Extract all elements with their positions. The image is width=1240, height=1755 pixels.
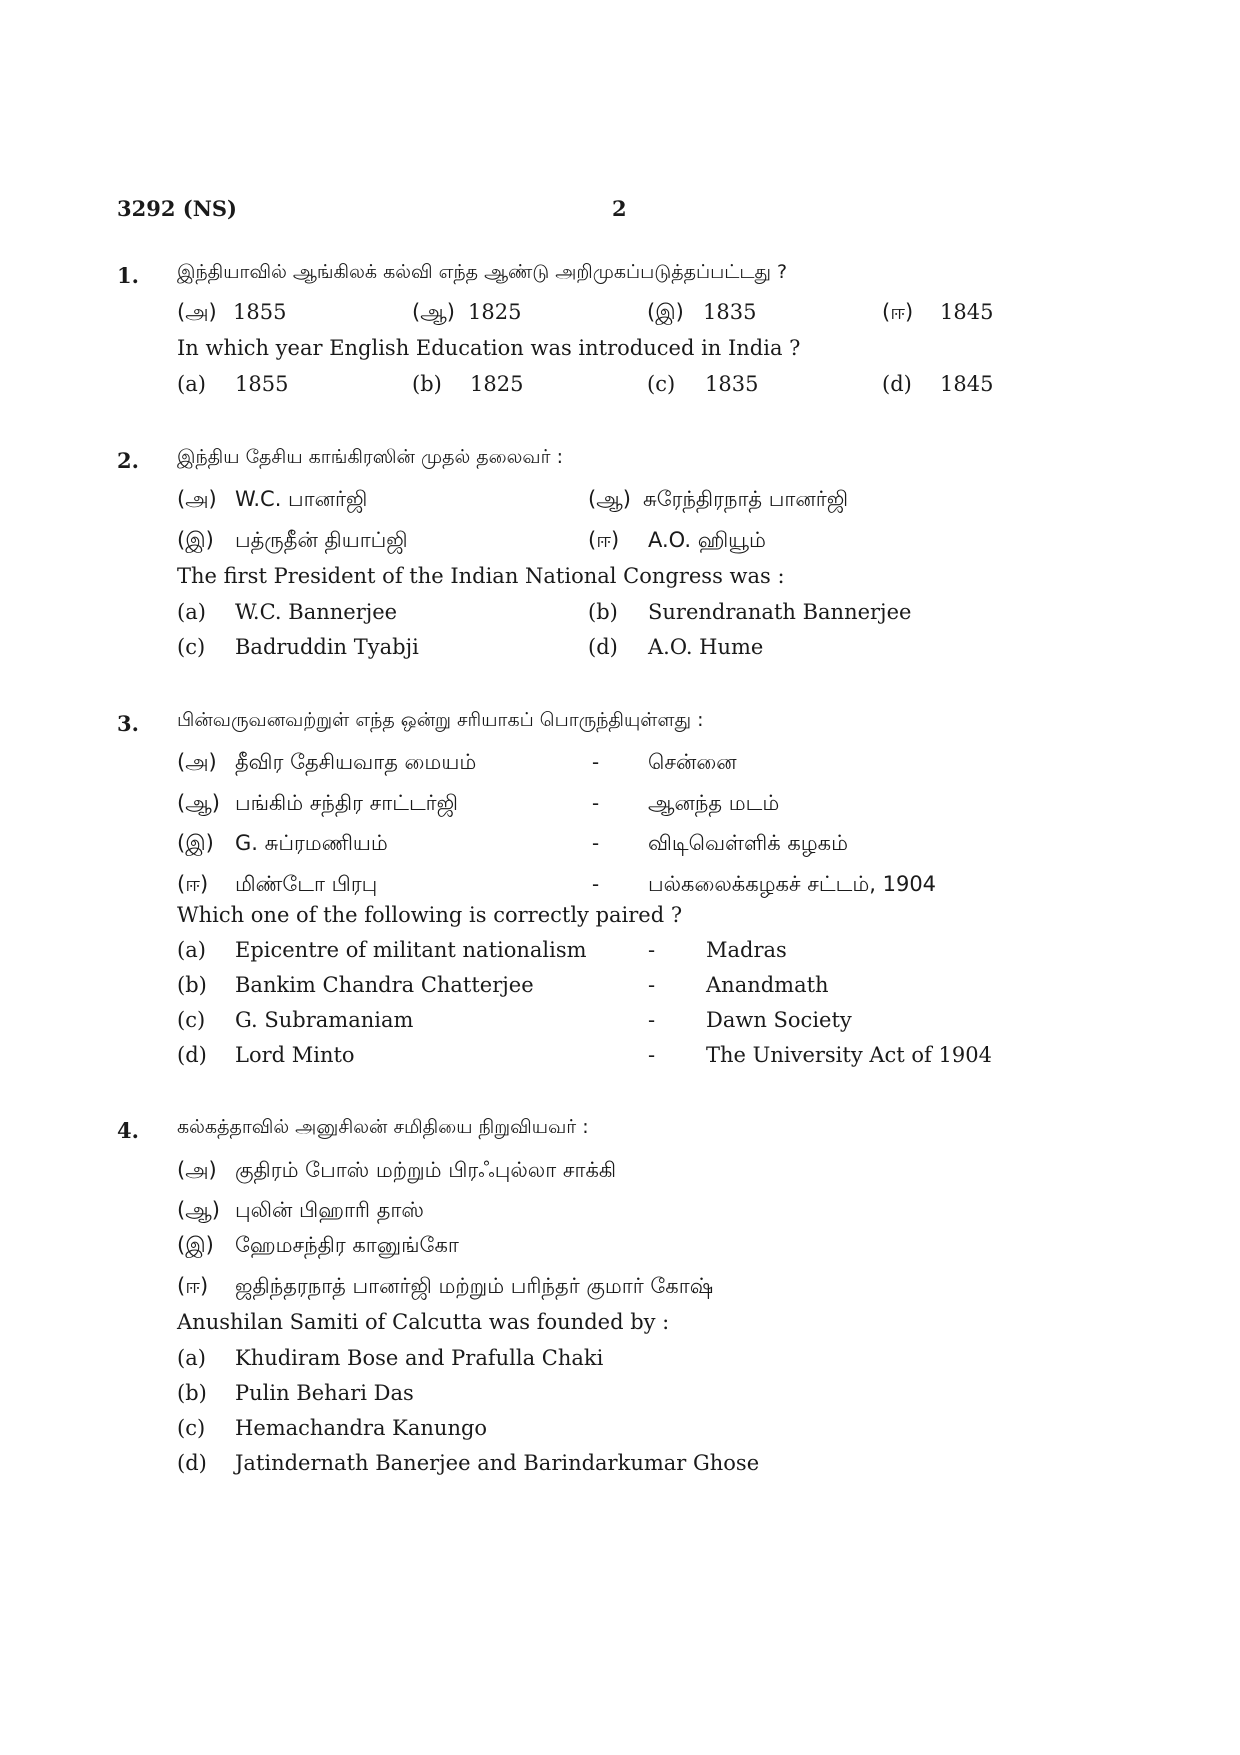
option-text: Badruddin Tyabji bbox=[235, 635, 419, 659]
pair-right: ஆனந்த மடம் bbox=[648, 791, 780, 815]
pair-left: தீவிர தேசியவாத மையம் bbox=[235, 750, 477, 774]
pair-right: சென்னை bbox=[648, 750, 737, 774]
option-text: புலின் பிஹாரி தாஸ் bbox=[235, 1198, 424, 1222]
option-text: 1835 bbox=[703, 300, 757, 324]
pair-dash: - bbox=[648, 1043, 656, 1067]
option-text: 1845 bbox=[940, 372, 994, 396]
pair-label: (அ) bbox=[177, 750, 217, 774]
option-text: 1845 bbox=[940, 300, 994, 324]
tamil-question: கல்கத்தாவில் அனுசிலன் சமிதியை நிறுவியவர் : bbox=[177, 1116, 589, 1138]
pair-label: (இ) bbox=[177, 831, 214, 855]
option-text: ஜதிந்தரநாத் பானர்ஜி மற்றும் பரிந்தர் குமார் கோஷ் bbox=[235, 1274, 714, 1298]
pair-right: Anandmath bbox=[706, 973, 829, 997]
option-label: (b) bbox=[412, 372, 442, 396]
option-text: 1835 bbox=[705, 372, 759, 396]
question-number: 4. bbox=[117, 1118, 139, 1143]
pair-label: (ஈ) bbox=[177, 872, 209, 896]
option-text: 1855 bbox=[235, 372, 289, 396]
option-label: (a) bbox=[177, 372, 206, 396]
tamil-question: பின்வருவனவற்றுள் எந்த ஒன்று சரியாகப் பொருந்தியுள்ளது : bbox=[177, 709, 704, 731]
english-question: Anushilan Samiti of Calcutta was founded by : bbox=[177, 1310, 670, 1334]
english-question: In which year English Education was introduced in India ? bbox=[177, 336, 801, 360]
option-text: Hemachandra Kanungo bbox=[235, 1416, 488, 1440]
question-number: 2. bbox=[117, 448, 139, 473]
page-number: 2 bbox=[612, 196, 627, 221]
option-text: A.O. ஹியூம் bbox=[648, 528, 766, 552]
pair-dash: - bbox=[592, 831, 600, 855]
option-text: Jatindernath Banerjee and Barindarkumar Ghose bbox=[235, 1451, 760, 1475]
option-text: Surendranath Bannerjee bbox=[648, 600, 912, 624]
option-label: (d) bbox=[588, 635, 618, 659]
option-label: (ஆ) bbox=[177, 1198, 220, 1222]
pair-right: பல்கலைக்கழகச் சட்டம், 1904 bbox=[648, 872, 937, 896]
option-text: Khudiram Bose and Prafulla Chaki bbox=[235, 1346, 604, 1370]
pair-label: (ஆ) bbox=[177, 791, 220, 815]
option-label: (அ) bbox=[177, 1158, 217, 1182]
option-text: Pulin Behari Das bbox=[235, 1381, 414, 1405]
pair-dash: - bbox=[648, 973, 656, 997]
option-text: பத்ருதீன் தியாப்ஜி bbox=[235, 528, 408, 552]
option-label: (இ) bbox=[177, 1233, 214, 1257]
option-label: (ஈ) bbox=[177, 1274, 209, 1298]
option-text: 1825 bbox=[470, 372, 524, 396]
pair-right: The University Act of 1904 bbox=[706, 1043, 992, 1067]
option-label: (ஈ) bbox=[882, 300, 914, 324]
pair-dash: - bbox=[648, 1008, 656, 1032]
option-text: W.C. Bannerjee bbox=[235, 600, 398, 624]
option-label: (c) bbox=[177, 1416, 206, 1440]
option-label: (ஆ) bbox=[588, 487, 631, 511]
option-label: (a) bbox=[177, 1346, 206, 1370]
pair-left: பங்கிம் சந்திர சாட்டர்ஜி bbox=[235, 791, 458, 815]
option-label: (அ) bbox=[177, 300, 217, 324]
option-label: (d) bbox=[177, 1451, 207, 1475]
option-label: (c) bbox=[647, 372, 676, 396]
pair-right: Dawn Society bbox=[706, 1008, 852, 1032]
option-label: (a) bbox=[177, 600, 206, 624]
option-label: (c) bbox=[177, 635, 206, 659]
pair-left: Lord Minto bbox=[235, 1043, 355, 1067]
option-label: (அ) bbox=[177, 487, 217, 511]
pair-dash: - bbox=[592, 872, 600, 896]
pair-right: விடிவெள்ளிக் கழகம் bbox=[648, 831, 848, 855]
option-text: 1825 bbox=[468, 300, 522, 324]
paper-code: 3292 (NS) bbox=[117, 196, 237, 221]
pair-label: (a) bbox=[177, 938, 206, 962]
option-label: (b) bbox=[588, 600, 618, 624]
question-number: 3. bbox=[117, 711, 139, 736]
pair-dash: - bbox=[648, 938, 656, 962]
english-question: Which one of the following is correctly paired ? bbox=[177, 903, 683, 927]
option-label: (இ) bbox=[177, 528, 214, 552]
option-text: சுரேந்திரநாத் பானர்ஜி bbox=[643, 487, 849, 511]
option-label: (d) bbox=[882, 372, 912, 396]
pair-dash: - bbox=[592, 791, 600, 815]
option-label: (b) bbox=[177, 1381, 207, 1405]
option-text: குதிரம் போஸ் மற்றும் பிரஃபுல்லா சாக்கி bbox=[235, 1158, 617, 1182]
pair-label: (d) bbox=[177, 1043, 207, 1067]
option-text: A.O. Hume bbox=[648, 635, 764, 659]
pair-left: G. சுப்ரமணியம் bbox=[235, 831, 388, 855]
tamil-question: இந்திய தேசிய காங்கிரஸின் முதல் தலைவர் : bbox=[177, 446, 563, 468]
option-text: ஹேமசந்திர கானுங்கோ bbox=[235, 1233, 459, 1257]
english-question: The first President of the Indian National Congress was : bbox=[177, 564, 785, 588]
option-label: (ஈ) bbox=[588, 528, 620, 552]
pair-label: (b) bbox=[177, 973, 207, 997]
page-header bbox=[117, 196, 1117, 226]
tamil-question: இந்தியாவில் ஆங்கிலக் கல்வி எந்த ஆண்டு அறிமுகப்படுத்தப்பட்டது ? bbox=[177, 261, 788, 283]
option-label: (ஆ) bbox=[412, 300, 455, 324]
pair-left: G. Subramaniam bbox=[235, 1008, 414, 1032]
question-number: 1. bbox=[117, 263, 139, 288]
pair-left: மிண்டோ பிரபு bbox=[235, 872, 378, 896]
option-text: W.C. பானர்ஜி bbox=[235, 487, 368, 511]
option-label: (இ) bbox=[647, 300, 684, 324]
option-text: 1855 bbox=[233, 300, 287, 324]
pair-left: Bankim Chandra Chatterjee bbox=[235, 973, 534, 997]
pair-left: Epicentre of militant nationalism bbox=[235, 938, 587, 962]
pair-right: Madras bbox=[706, 938, 787, 962]
pair-dash: - bbox=[592, 750, 600, 774]
pair-label: (c) bbox=[177, 1008, 206, 1032]
